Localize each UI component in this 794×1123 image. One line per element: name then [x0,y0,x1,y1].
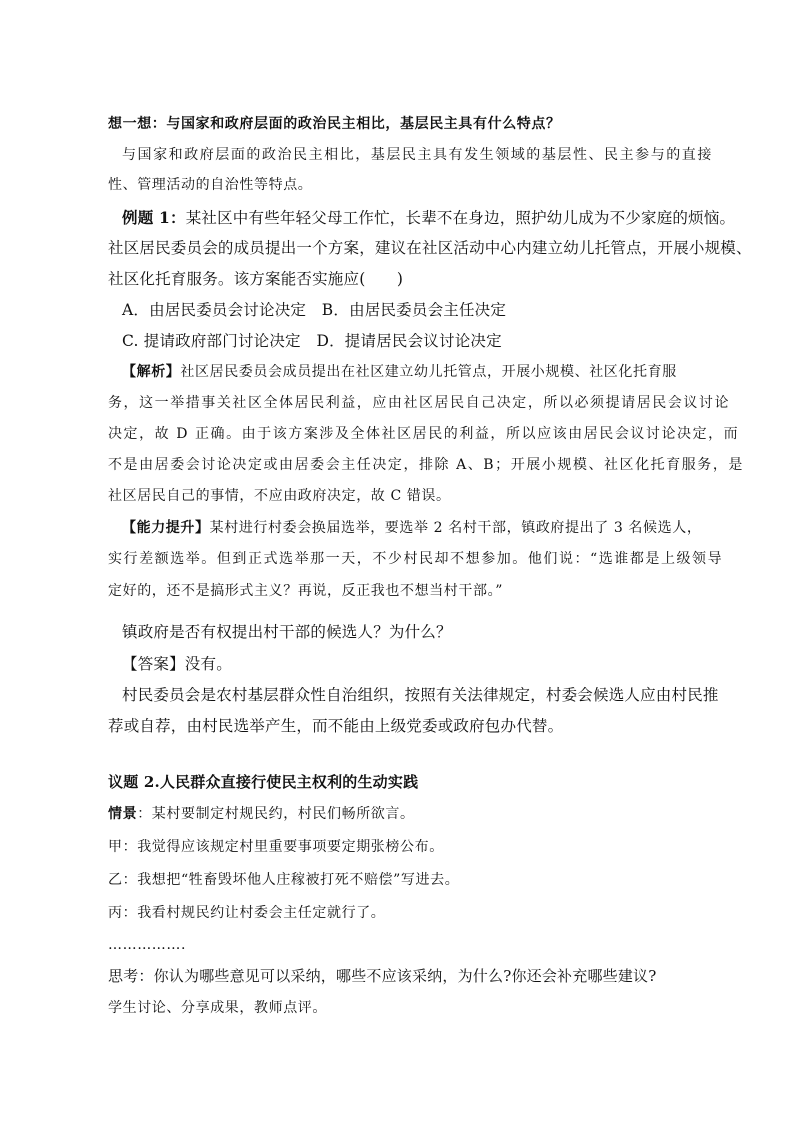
think-answer-line-1: 与国家和政府层面的政治民主相比，基层民主具有发生领域的基层性、民主参与的直接 [122,147,713,163]
example1-text-1: 某社区中有些年轻父母工作忙，长辈不在身边，照护幼儿成为不少家庭的烦恼。 [185,209,736,227]
think-answer-line-2: 性、管理活动的自治性等特点。 [108,177,313,193]
topic2-bing: 丙：我看村规民约让村委会主任定就行了。 [108,905,386,921]
ability-answer: 【答案】没有。 [122,655,232,673]
scene-text: ：某村要制定村规民约，村民们畅所欲言。 [137,806,415,822]
analysis-text-1: 社区居民委员会成员提出在社区建立幼儿托管点，开展小规模、社区化托育服 [180,364,677,380]
topic2-title: 议题 2.人民群众直接行使民主权利的生动实践 [108,773,419,791]
scene-label: 情景 [108,806,138,822]
topic2-think: 思考：你认为哪些意见可以采纳，哪些不应该采纳，为什么?你还会补充哪些建议? [108,967,657,985]
analysis-line-3: 决定，故 D 正确。由于该方案涉及全体社区居民的利益，所以应该由居民会议讨论决定，而 [108,426,740,442]
ability-explain-line-2: 荐或自荐，由村民选举产生，而不能由上级党委或政府包办代替。 [108,717,564,735]
topic2-jia: 甲：我觉得应该规定村里重要事项要定期张榜公布。 [108,839,444,855]
ability-line-3: 定好的，还不是搞形式主义？再说，反正我也不想当村干部。” [108,583,503,599]
analysis-line-5: 社区居民自己的事情，不应由政府决定，故 C 错误。 [108,488,451,504]
topic2-yi: 乙：我想把“牲畜毁坏他人庄稼被打死不赔偿”写进去。 [108,872,460,888]
example1-label: 例题 1： [122,208,186,227]
ability-label: 【能力提升】 [122,520,210,536]
example1-line-2: 社区居民委员会的成员提出一个方案，建议在社区活动中心内建立幼儿托管点，开展小规模、 [108,239,752,257]
topic2-scene [108,807,415,821]
analysis-line-1 [122,365,677,379]
example1-line-3: 社区化托育服务。该方案能否实施应( ) [108,270,404,288]
ability-line-1 [122,521,701,535]
analysis-line-2: 务，这一举措事关社区全体居民利益，应由社区居民自己决定，所以必须提请居民会议讨论 [108,395,730,411]
analysis-line-4: 不是由居委会讨论决定或由居委会主任决定，排除 A、B；开展小规模、社区化托育服务，是 [108,457,744,473]
example1-option-cd: C. 提请政府部门讨论决定 D．提请居民会议讨论决定 [122,332,502,350]
example1-option-ab: A．由居民委员会讨论决定 B．由居民委员会主任决定 [122,301,507,319]
topic2-dots: ……………. [108,937,187,953]
example1-line-1 [122,210,735,227]
ability-explain-line-1: 村民委员会是农村基层群众性自治组织，按照有关法律规定，村委会候选人应由村民推 [122,686,719,704]
analysis-label: 【解析】 [122,364,181,380]
topic2-activity: 学生讨论、分享成果，教师点评。 [108,1000,327,1016]
ability-question: 镇政府是否有权提出村干部的候选人？为什么？ [122,623,452,641]
ability-line-2: 实行差额选举。但到正式选举那一天，不少村民却不想参加。他们说：“选谁都是上级领导 [108,551,724,567]
ability-text-1: 某村进行村委会换届选举，要选举 2 名村干部，镇政府提出了 3 名候选人， [209,520,702,536]
think-title: 想一想：与国家和政府层面的政治民主相比，基层民主具有什么特点？ [108,116,561,132]
